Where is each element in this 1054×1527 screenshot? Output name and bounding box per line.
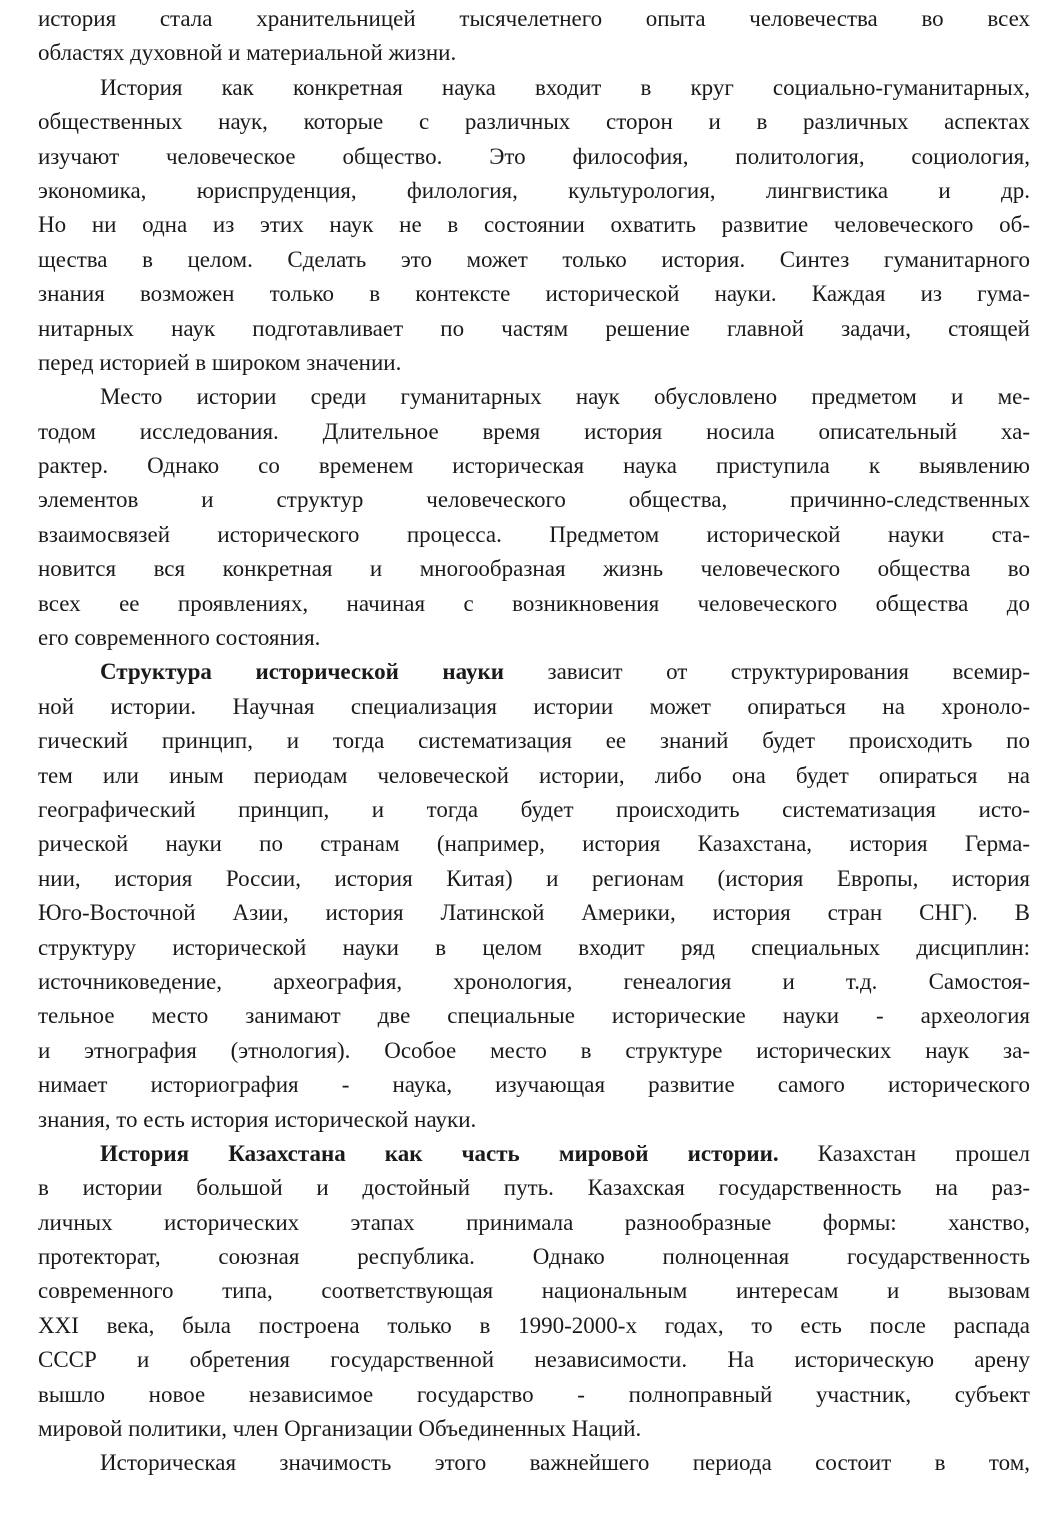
text-line: щества в целом. Сделать это может только история. Синтез гуманитарного: [38, 246, 1030, 272]
text-line: изучают человеческое общество. Это философия, политология, социология,: [38, 143, 1030, 169]
text-line: история стала хранительницей тысячелетнего опыта человечества во всех: [38, 6, 1030, 31]
text-line: вышло новое независимое государство - полноправный участник, субъект: [38, 1381, 1030, 1407]
text-line: [38, 655, 1030, 689]
text-line: тем или иным периодам человеческой истории, либо она будет опираться на: [38, 762, 1030, 788]
text-line: Место истории среди гуманитарных наук обусловлено предметом и ме-: [100, 384, 1030, 410]
text-line: его современного состояния.: [38, 625, 321, 651]
text-line: новится вся конкретная и многообразная жизнь человеческого общества во: [38, 556, 1030, 582]
text-line: географический принцип, и тогда будет происходить систематизация исто-: [38, 796, 1030, 822]
text-line: взаимосвязей исторического процесса. Предметом исторической науки ста-: [38, 521, 1030, 547]
text-line: История как конкретная наука входит в круг социально-гуманитарных,: [100, 74, 1030, 100]
text-line: нитарных наук подготавливает по частям решение главной задачи, стоящей: [38, 315, 1030, 341]
text-line: нимает историография - наука, изучающая развитие самого исторического: [38, 1072, 1030, 1098]
text-line: и этнография (этнология). Особое место в структуре исторических наук за-: [38, 1037, 1030, 1063]
text-line: мировой политики, член Организации Объединенных Наций.: [38, 1416, 642, 1442]
section-heading: Структура исторической науки: [100, 659, 504, 685]
paragraph: [38, 1137, 1030, 1447]
text-line: перед историей в широком значении.: [38, 349, 402, 375]
text-line: Юго-Восточной Азии, история Латинской Америки, история стран СНГ). В: [38, 900, 1030, 926]
text-line: рической науки по странам (например, история Казахстана, история Герма-: [38, 831, 1030, 857]
paragraph: [38, 1446, 1030, 1480]
text-line: гический принцип, и тогда систематизация ее знаний будет происходить по: [38, 728, 1030, 754]
document-page: [38, 2, 1030, 1481]
text-line: общественных наук, которые с различных сторон и в различных аспектах: [38, 109, 1030, 135]
text-line: Но ни одна из этих наук не в состоянии охватить развитие человеческого об-: [38, 212, 1030, 238]
text-line: нии, история России, история Китая) и регионам (история Европы, история: [38, 865, 1030, 891]
text-line: тельное место занимают две специальные исторические науки - археология: [38, 1003, 1030, 1029]
text-line: Историческая значимость этого важнейшего периода состоит в том,: [100, 1450, 1030, 1476]
section-heading: История Казахстана как часть мировой истории.: [100, 1140, 779, 1166]
text-line: XXI века, была построена только в 1990-2000-х годах, то есть после распада: [38, 1312, 1030, 1338]
text-line: ной истории. Научная специализация истории может опираться на хроноло-: [38, 693, 1030, 719]
text-line: [38, 1137, 1030, 1171]
text-line: рактер. Однако со временем историческая наука приступила к выявлению: [38, 453, 1030, 479]
heading-continuation: Казахстан прошел: [778, 1140, 1031, 1166]
text-line: тодом исследования. Длительное время история носила описательный ха-: [38, 418, 1030, 444]
text-line: областях духовной и материальной жизни.: [38, 40, 457, 66]
paragraph: [38, 380, 1030, 655]
text-line: знания, то есть история исторической науки.: [38, 1106, 477, 1132]
text-line: источниковедение, археография, хронология, генеалогия и т.д. Самостоя-: [38, 968, 1030, 994]
text-line: знания возможен только в контексте исторической науки. Каждая из гума-: [38, 281, 1030, 307]
text-line: всех ее проявлениях, начиная с возникновения человеческого общества до: [38, 590, 1030, 616]
paragraph: [38, 655, 1030, 1136]
text-line: современного типа, соответствующая национальным интересам и вызовам: [38, 1278, 1030, 1304]
text-line: СССР и обретения государственной независимости. На историческую арену: [38, 1347, 1030, 1373]
text-line: экономика, юриспруденция, филология, культурология, лингвистика и др.: [38, 177, 1030, 203]
text-line: элементов и структур человеческого общества, причинно-следственных: [38, 487, 1030, 513]
heading-continuation: зависит от структурирования всемир-: [503, 659, 1030, 685]
text-line: структуру исторической науки в целом входит ряд специальных дисциплин:: [38, 934, 1030, 960]
text-line: в истории большой и достойный путь. Казахская государственность на раз-: [38, 1175, 1030, 1201]
paragraph: [38, 71, 1030, 381]
text-line: личных исторических этапах принимала разнообразные формы: ханство,: [38, 1209, 1030, 1235]
text-line: протекторат, союзная республика. Однако полноценная государственность: [38, 1244, 1030, 1270]
paragraph: [38, 2, 1030, 71]
